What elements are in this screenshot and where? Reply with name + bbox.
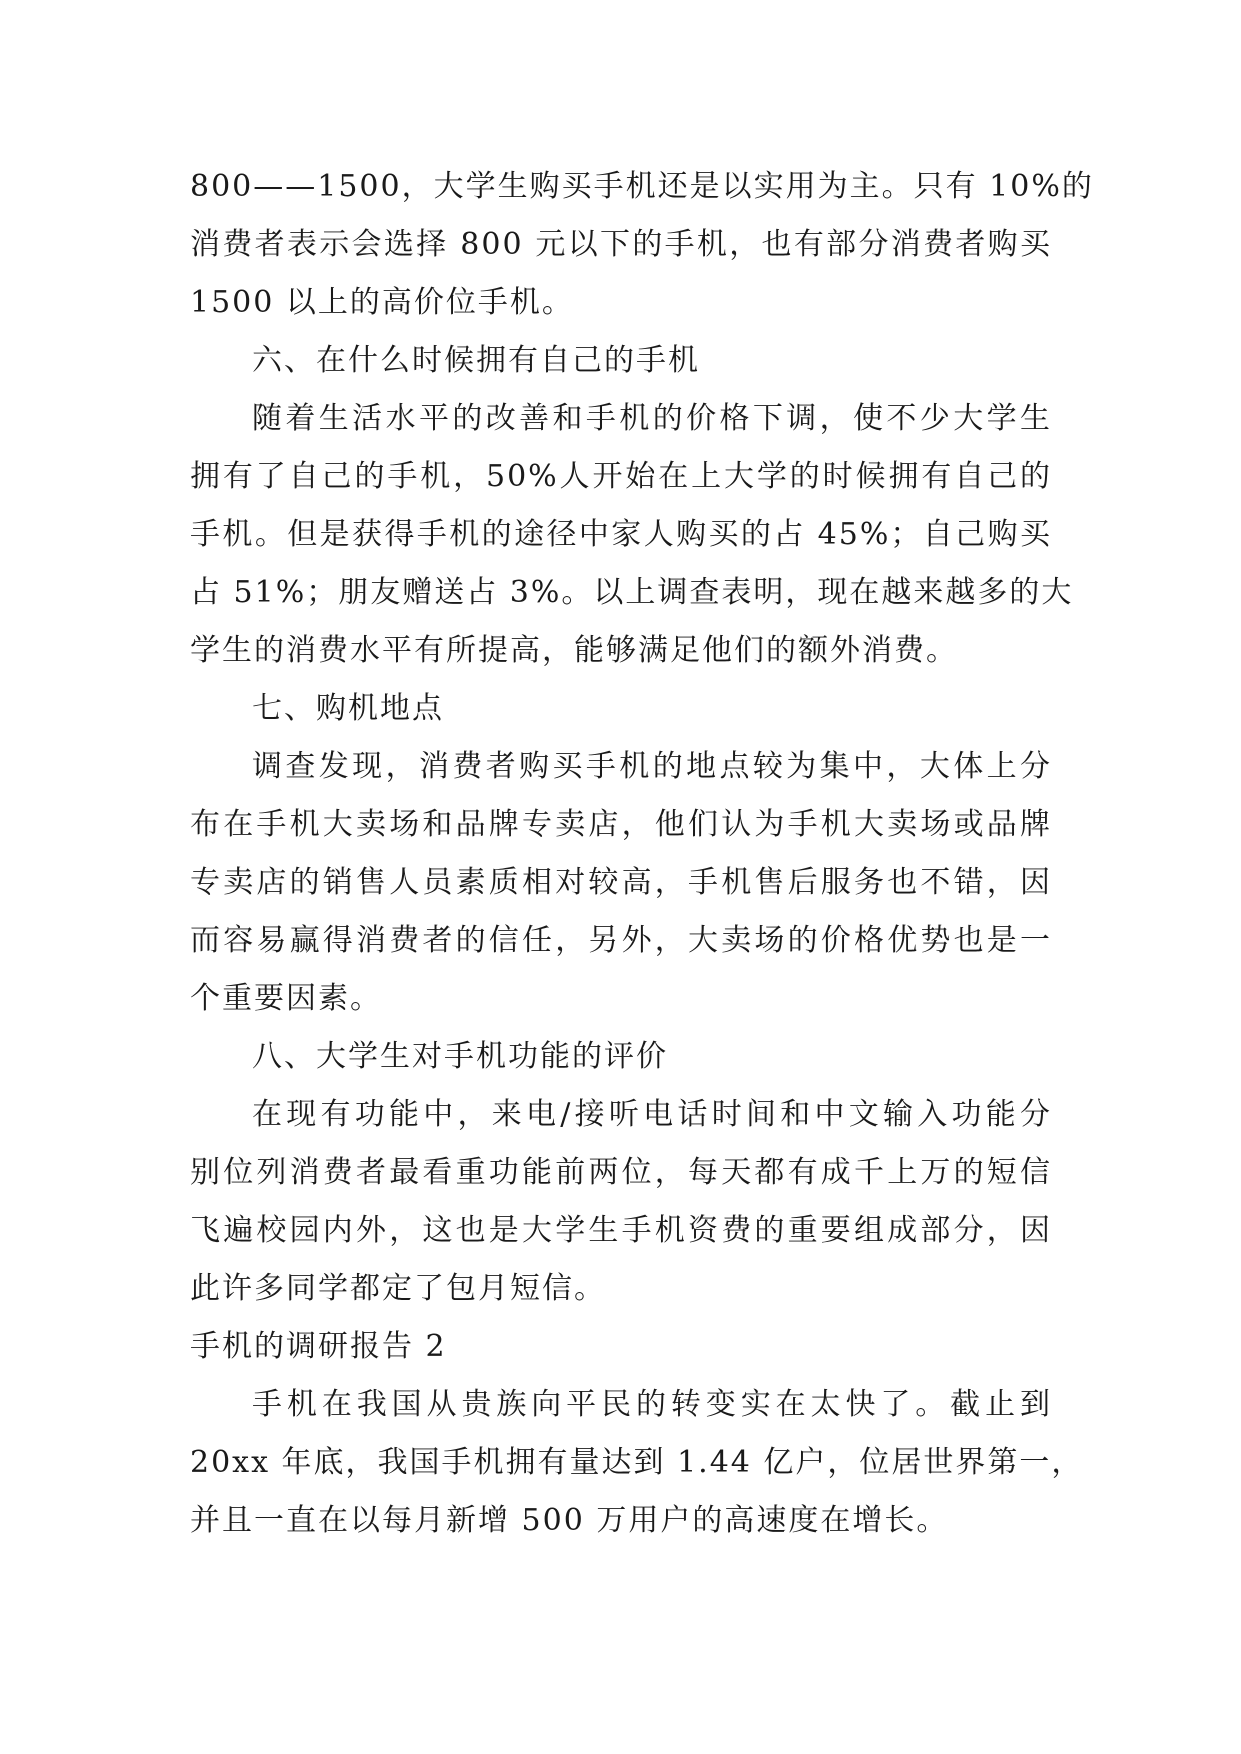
text-line: 手机。但是获得手机的途径中家人购买的占 45%；自己购买 — [190, 517, 1052, 552]
text-line: 拥有了自己的手机，50%人开始在上大学的时候拥有自己的 — [190, 459, 1052, 494]
text-line: 20xx 年底，我国手机拥有量达到 1.44 亿户，位居世界第一， — [190, 1445, 1084, 1480]
text-line: 布在手机大卖场和品牌专卖店，他们认为手机大卖场或品牌 — [190, 807, 1052, 842]
section-heading: 六、在什么时候拥有自己的手机 — [252, 343, 700, 378]
paragraph-first-line: 在现有功能中，来电/接听电话时间和中文输入功能分 — [252, 1097, 1052, 1132]
text-line: 别位列消费者最看重功能前两位，每天都有成千上万的短信 — [190, 1155, 1052, 1190]
text-line: 占 51%；朋友赠送占 3%。以上调查表明，现在越来越多的大 — [190, 575, 1074, 610]
text-line: 飞遍校园内外，这也是大学生手机资费的重要组成部分，因 — [190, 1213, 1052, 1248]
text-line: 1500 以上的高价位手机。 — [190, 285, 574, 320]
document-body — [190, 158, 1094, 1550]
text-line: 而容易赢得消费者的信任，另外，大卖场的价格优势也是一 — [190, 923, 1052, 958]
text-line: 专卖店的销售人员素质相对较高，手机售后服务也不错，因 — [190, 865, 1052, 900]
text-line: 学生的消费水平有所提高，能够满足他们的额外消费。 — [190, 633, 958, 668]
paragraph-first-line: 调查发现，消费者购买手机的地点较为集中，大体上分 — [252, 749, 1052, 784]
paragraph-first-line: 随着生活水平的改善和手机的价格下调，使不少大学生 — [252, 401, 1052, 436]
report-title: 手机的调研报告 2 — [190, 1329, 447, 1364]
text-line: 800——1500，大学生购买手机还是以实用为主。只有 10%的 — [190, 169, 1094, 204]
text-line: 消费者表示会选择 800 元以下的手机，也有部分消费者购买 — [190, 227, 1052, 262]
text-line: 此许多同学都定了包月短信。 — [190, 1271, 606, 1306]
text-line: 并且一直在以每月新增 500 万用户的高速度在增长。 — [190, 1503, 949, 1538]
section-heading: 八、大学生对手机功能的评价 — [252, 1039, 668, 1074]
text-line: 个重要因素。 — [190, 981, 382, 1016]
section-heading: 七、购机地点 — [252, 691, 444, 726]
paragraph-first-line: 手机在我国从贵族向平民的转变实在太快了。截止到 — [252, 1387, 1052, 1422]
